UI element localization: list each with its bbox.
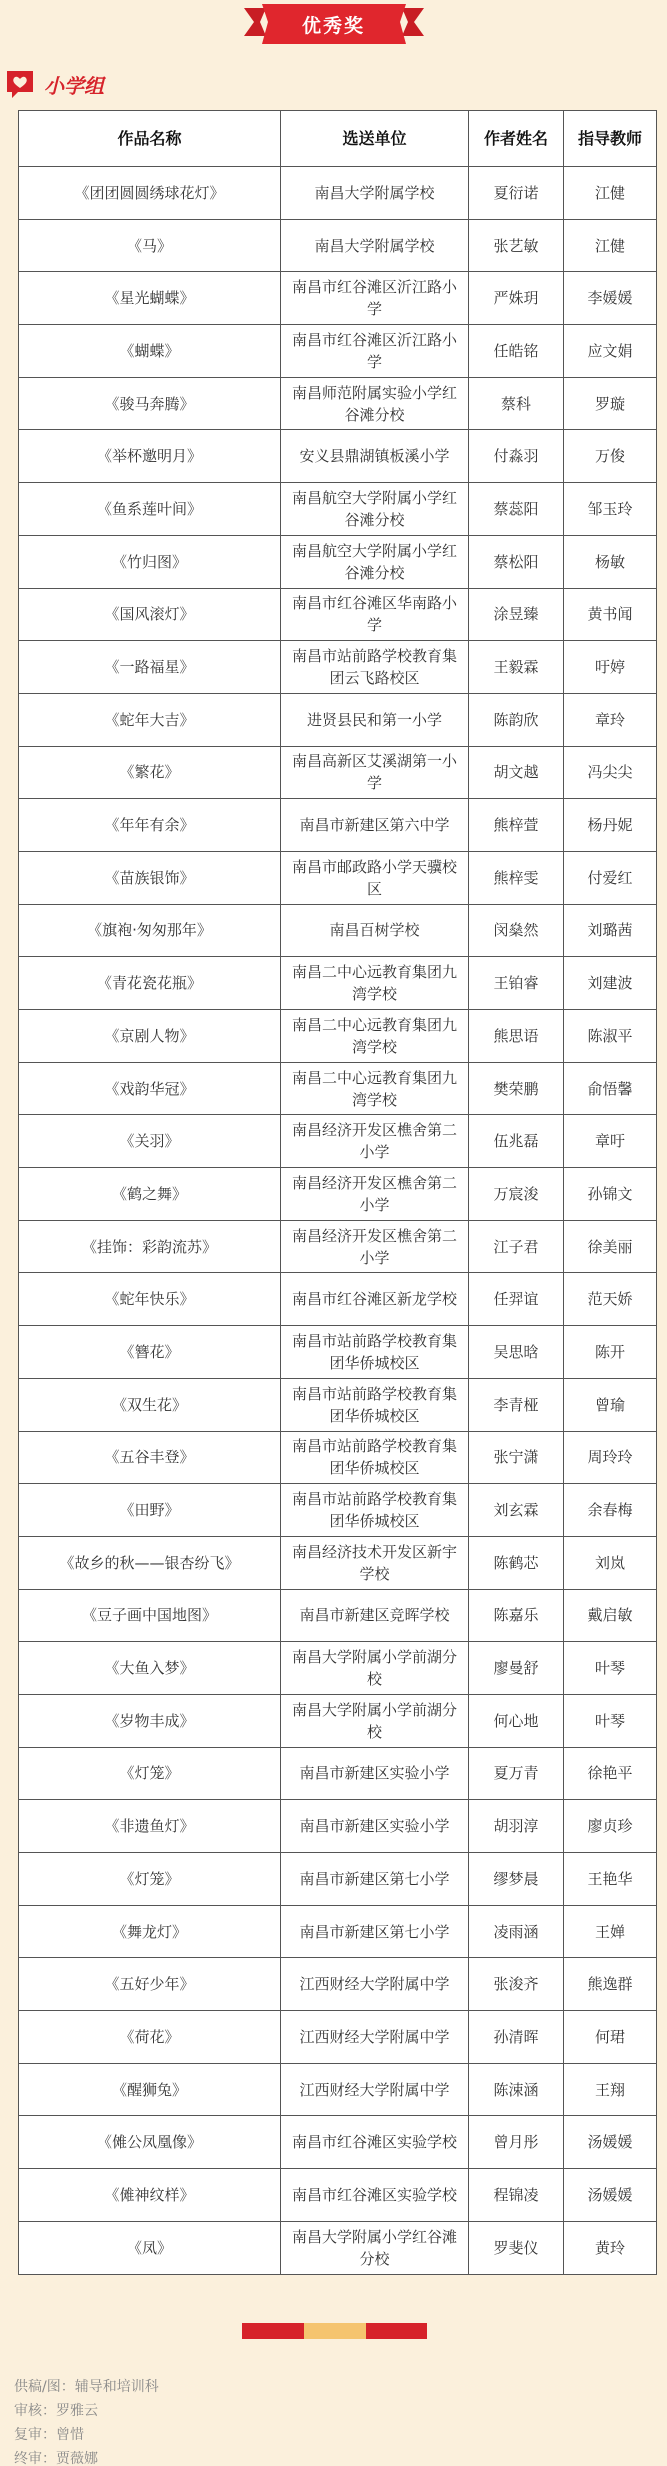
cell-author: 熊思语 [469,1010,564,1063]
table-row [19,1220,657,1273]
cell-school: 南昌航空大学附属小学红谷滩分校 [281,535,469,588]
cell-school: 南昌二中心远教育集团九湾学校 [281,1062,469,1115]
table-row [19,430,657,483]
cell-author: 熊梓雯 [469,851,564,904]
cell-author: 蔡蕊阳 [469,483,564,536]
cell-school: 南昌市新建区实验小学 [281,1747,469,1800]
table-body [19,167,657,2275]
cell-work-title: 《旗袍·匆匆那年》 [19,904,281,957]
cell-school: 南昌市站前路学校教育集团华侨城校区 [281,1484,469,1537]
cell-work-title: 《豆子画中国地图》 [19,1589,281,1642]
cell-author: 陈鹤芯 [469,1536,564,1589]
award-table [18,110,657,2275]
cell-teacher: 刘岚 [564,1536,657,1589]
cell-work-title: 《大鱼入梦》 [19,1642,281,1695]
cell-work-title: 《非遗鱼灯》 [19,1800,281,1853]
cell-author: 陈韵欣 [469,693,564,746]
table-row [19,746,657,799]
cell-author: 张艺敏 [469,219,564,272]
cell-author: 刘玄霖 [469,1484,564,1537]
cell-work-title: 《鹤之舞》 [19,1168,281,1221]
table-row [19,1905,657,1958]
table-row [19,2063,657,2116]
heart-chat-icon [4,68,36,100]
cell-work-title: 《荷花》 [19,2011,281,2064]
cell-author: 樊荣鹏 [469,1062,564,1115]
table-row [19,325,657,378]
credit-reviewer: 审核：罗雅云 [14,2403,98,2419]
table-row [19,1747,657,1800]
table-row [19,1536,657,1589]
header-school: 选送单位 [281,111,469,167]
table-row [19,1115,657,1168]
cell-work-title: 《五好少年》 [19,1958,281,2011]
cell-author: 江子君 [469,1220,564,1273]
cell-teacher: 王婵 [564,1905,657,1958]
table-row [19,1010,657,1063]
cell-work-title: 《蛇年大吉》 [19,693,281,746]
cell-teacher: 黄书闻 [564,588,657,641]
cell-school: 南昌市新建区竞晖学校 [281,1589,469,1642]
cell-school: 南昌二中心远教育集团九湾学校 [281,1010,469,1063]
table-row [19,1484,657,1537]
cell-school: 南昌航空大学附属小学红谷滩分校 [281,483,469,536]
cell-school: 南昌师范附属实验小学红谷滩分校 [281,377,469,430]
cell-work-title: 《骏马奔腾》 [19,377,281,430]
cell-teacher: 余春梅 [564,1484,657,1537]
table-row [19,1273,657,1326]
cell-work-title: 《苗族银饰》 [19,851,281,904]
cell-author: 蔡松阳 [469,535,564,588]
cell-teacher: 戴启敏 [564,1589,657,1642]
cell-author: 曾月彤 [469,2116,564,2169]
table-row [19,1431,657,1484]
cell-teacher: 章玲 [564,693,657,746]
table-row [19,167,657,220]
cell-school: 南昌市新建区实验小学 [281,1800,469,1853]
cell-work-title: 《马》 [19,219,281,272]
cell-teacher: 俞悟馨 [564,1062,657,1115]
cell-author: 吴思晗 [469,1326,564,1379]
cell-teacher: 杨丹妮 [564,799,657,852]
cell-teacher: 黄玲 [564,2221,657,2274]
cell-work-title: 《傩公凤凰像》 [19,2116,281,2169]
cell-school: 江西财经大学附属中学 [281,2011,469,2064]
cell-author: 陈嘉乐 [469,1589,564,1642]
cell-teacher: 江健 [564,167,657,220]
table-row [19,1958,657,2011]
table-header-row [19,111,657,167]
cell-work-title: 《戏韵华冠》 [19,1062,281,1115]
table-row [19,1326,657,1379]
cell-school: 南昌市红谷滩区沂江路小学 [281,325,469,378]
cell-teacher: 叶琴 [564,1642,657,1695]
cell-school: 南昌市邮政路小学天骥校区 [281,851,469,904]
table-row [19,1642,657,1695]
credit-contributor: 供稿/图：辅导和培训科 [14,2379,159,2395]
cell-work-title: 《蝴蝶》 [19,325,281,378]
cell-teacher: 章吁 [564,1115,657,1168]
cell-school: 南昌大学附属小学前湖分校 [281,1694,469,1747]
table-row [19,957,657,1010]
cell-teacher: 刘建波 [564,957,657,1010]
cell-school: 南昌市红谷滩区新龙学校 [281,1273,469,1326]
cell-school: 安义县鼎湖镇板溪小学 [281,430,469,483]
section-title: 小学组 [44,73,104,98]
table-row [19,799,657,852]
cell-work-title: 《星光蝴蝶》 [19,272,281,325]
table-row [19,219,657,272]
cell-teacher: 罗璇 [564,377,657,430]
cell-school: 南昌高新区艾溪湖第一小学 [281,746,469,799]
cell-work-title: 《竹归图》 [19,535,281,588]
cell-teacher: 应文娟 [564,325,657,378]
divider-segment-red [242,2323,304,2339]
cell-teacher: 王艳华 [564,1853,657,1906]
table-row [19,272,657,325]
cell-work-title: 《灯笼》 [19,1747,281,1800]
cell-author: 闵燊然 [469,904,564,957]
cell-school: 南昌市新建区第六中学 [281,799,469,852]
cell-teacher: 江健 [564,219,657,272]
cell-work-title: 《青花瓷花瓶》 [19,957,281,1010]
cell-author: 何心地 [469,1694,564,1747]
cell-work-title: 《国风滚灯》 [19,588,281,641]
cell-school: 南昌百树学校 [281,904,469,957]
cell-school: 南昌市站前路学校教育集团云飞路校区 [281,641,469,694]
cell-author: 张浚齐 [469,1958,564,2011]
cell-author: 涂昱臻 [469,588,564,641]
cell-teacher: 邹玉玲 [564,483,657,536]
cell-teacher: 汤媛媛 [564,2116,657,2169]
cell-school: 南昌市红谷滩区沂江路小学 [281,272,469,325]
cell-school: 南昌大学附属小学红谷滩分校 [281,2221,469,2274]
cell-work-title: 《一路福星》 [19,641,281,694]
cell-teacher: 王翔 [564,2063,657,2116]
cell-school: 南昌市站前路学校教育集团华侨城校区 [281,1431,469,1484]
cell-school: 南昌经济技术开发区新宇学校 [281,1536,469,1589]
cell-author: 罗斐仪 [469,2221,564,2274]
cell-work-title: 《灯笼》 [19,1853,281,1906]
cell-teacher: 叶琴 [564,1694,657,1747]
cell-author: 夏万青 [469,1747,564,1800]
cell-work-title: 《鱼系莲叶间》 [19,483,281,536]
cell-teacher: 陈开 [564,1326,657,1379]
table-row [19,641,657,694]
cell-work-title: 《举杯邀明月》 [19,430,281,483]
cell-work-title: 《京剧人物》 [19,1010,281,1063]
cell-school: 南昌市站前路学校教育集团华侨城校区 [281,1378,469,1431]
award-banner [0,0,667,52]
table-row [19,1694,657,1747]
cell-school: 南昌经济开发区樵舍第二小学 [281,1115,469,1168]
table-row [19,2169,657,2222]
credit-final-review: 终审：贾薇娜 [14,2451,98,2466]
cell-teacher: 杨敏 [564,535,657,588]
cell-work-title: 《簪花》 [19,1326,281,1379]
cell-school: 南昌市新建区第七小学 [281,1853,469,1906]
cell-school: 南昌经济开发区樵舍第二小学 [281,1168,469,1221]
table-row [19,2011,657,2064]
table-row [19,2221,657,2274]
cell-school: 南昌市站前路学校教育集团华侨城校区 [281,1326,469,1379]
table-row [19,588,657,641]
cell-school: 南昌市红谷滩区实验学校 [281,2116,469,2169]
cell-author: 胡文越 [469,746,564,799]
divider-segment-red [366,2323,427,2339]
cell-school: 南昌市新建区第七小学 [281,1905,469,1958]
credits-block [14,2375,159,2466]
divider-segment-gold [304,2323,366,2339]
table-row [19,377,657,430]
cell-work-title: 《舞龙灯》 [19,1905,281,1958]
cell-work-title: 《凤》 [19,2221,281,2274]
cell-work-title: 《团团圆圆绣球花灯》 [19,167,281,220]
cell-author: 胡羽淳 [469,1800,564,1853]
cell-teacher: 李媛媛 [564,272,657,325]
cell-author: 夏衍诺 [469,167,564,220]
cell-teacher: 冯尖尖 [564,746,657,799]
cell-work-title: 《田野》 [19,1484,281,1537]
cell-teacher: 曾瑜 [564,1378,657,1431]
cell-teacher: 付爱红 [564,851,657,904]
cell-work-title: 《五谷丰登》 [19,1431,281,1484]
cell-author: 王铂睿 [469,957,564,1010]
cell-teacher: 范天娇 [564,1273,657,1326]
cell-author: 程锦凌 [469,2169,564,2222]
table-row [19,535,657,588]
cell-author: 万宸浚 [469,1168,564,1221]
table-row [19,2116,657,2169]
header-work-title: 作品名称 [19,111,281,167]
table-row [19,1853,657,1906]
header-author: 作者姓名 [469,111,564,167]
cell-teacher: 万俊 [564,430,657,483]
cell-school: 江西财经大学附属中学 [281,2063,469,2116]
table-row [19,1378,657,1431]
cell-author: 张宁潇 [469,1431,564,1484]
table-row [19,904,657,957]
cell-work-title: 《故乡的秋——银杏纷飞》 [19,1536,281,1589]
cell-work-title: 《挂饰：彩韵流苏》 [19,1220,281,1273]
cell-school: 南昌市红谷滩区实验学校 [281,2169,469,2222]
cell-school: 南昌经济开发区樵舍第二小学 [281,1220,469,1273]
cell-school: 南昌大学附属学校 [281,167,469,220]
cell-work-title: 《傩神纹样》 [19,2169,281,2222]
table-row [19,851,657,904]
cell-author: 付淼羽 [469,430,564,483]
cell-work-title: 《双生花》 [19,1378,281,1431]
cell-author: 李青桠 [469,1378,564,1431]
table-row [19,1168,657,1221]
cell-teacher: 周玲玲 [564,1431,657,1484]
cell-work-title: 《岁物丰成》 [19,1694,281,1747]
header-teacher: 指导教师 [564,111,657,167]
section-header [4,68,104,100]
cell-school: 南昌二中心远教育集团九湾学校 [281,957,469,1010]
cell-work-title: 《繁花》 [19,746,281,799]
cell-author: 孙清晖 [469,2011,564,2064]
cell-work-title: 《关羽》 [19,1115,281,1168]
table-row [19,483,657,536]
cell-author: 陈涑涵 [469,2063,564,2116]
cell-author: 严姝玥 [469,272,564,325]
cell-teacher: 徐美丽 [564,1220,657,1273]
table-row [19,1589,657,1642]
decorative-divider [242,2323,427,2339]
cell-school: 江西财经大学附属中学 [281,1958,469,2011]
cell-teacher: 汤媛媛 [564,2169,657,2222]
cell-teacher: 何珺 [564,2011,657,2064]
cell-school: 南昌市红谷滩区华南路小学 [281,588,469,641]
cell-teacher: 廖贞珍 [564,1800,657,1853]
cell-author: 凌雨涵 [469,1905,564,1958]
cell-author: 熊梓萱 [469,799,564,852]
cell-work-title: 《醒狮兔》 [19,2063,281,2116]
cell-work-title: 《年年有余》 [19,799,281,852]
table-row [19,1062,657,1115]
cell-author: 伍兆磊 [469,1115,564,1168]
award-table-container [18,110,656,2275]
cell-teacher: 熊逸群 [564,1958,657,2011]
cell-author: 任羿谊 [469,1273,564,1326]
cell-author: 缪梦晨 [469,1853,564,1906]
cell-school: 进贤县民和第一小学 [281,693,469,746]
cell-teacher: 徐艳平 [564,1747,657,1800]
cell-author: 任皓铭 [469,325,564,378]
cell-school: 南昌大学附属小学前湖分校 [281,1642,469,1695]
cell-teacher: 孙锦文 [564,1168,657,1221]
table-row [19,693,657,746]
cell-teacher: 吁婷 [564,641,657,694]
cell-author: 蔡科 [469,377,564,430]
cell-author: 廖曼舒 [469,1642,564,1695]
table-row [19,1800,657,1853]
cell-teacher: 陈淑平 [564,1010,657,1063]
credit-second-review: 复审：曾惜 [14,2427,84,2443]
cell-teacher: 刘璐茜 [564,904,657,957]
cell-school: 南昌大学附属学校 [281,219,469,272]
cell-author: 王毅霖 [469,641,564,694]
award-title: 优秀奖 [301,15,365,37]
cell-work-title: 《蛇年快乐》 [19,1273,281,1326]
